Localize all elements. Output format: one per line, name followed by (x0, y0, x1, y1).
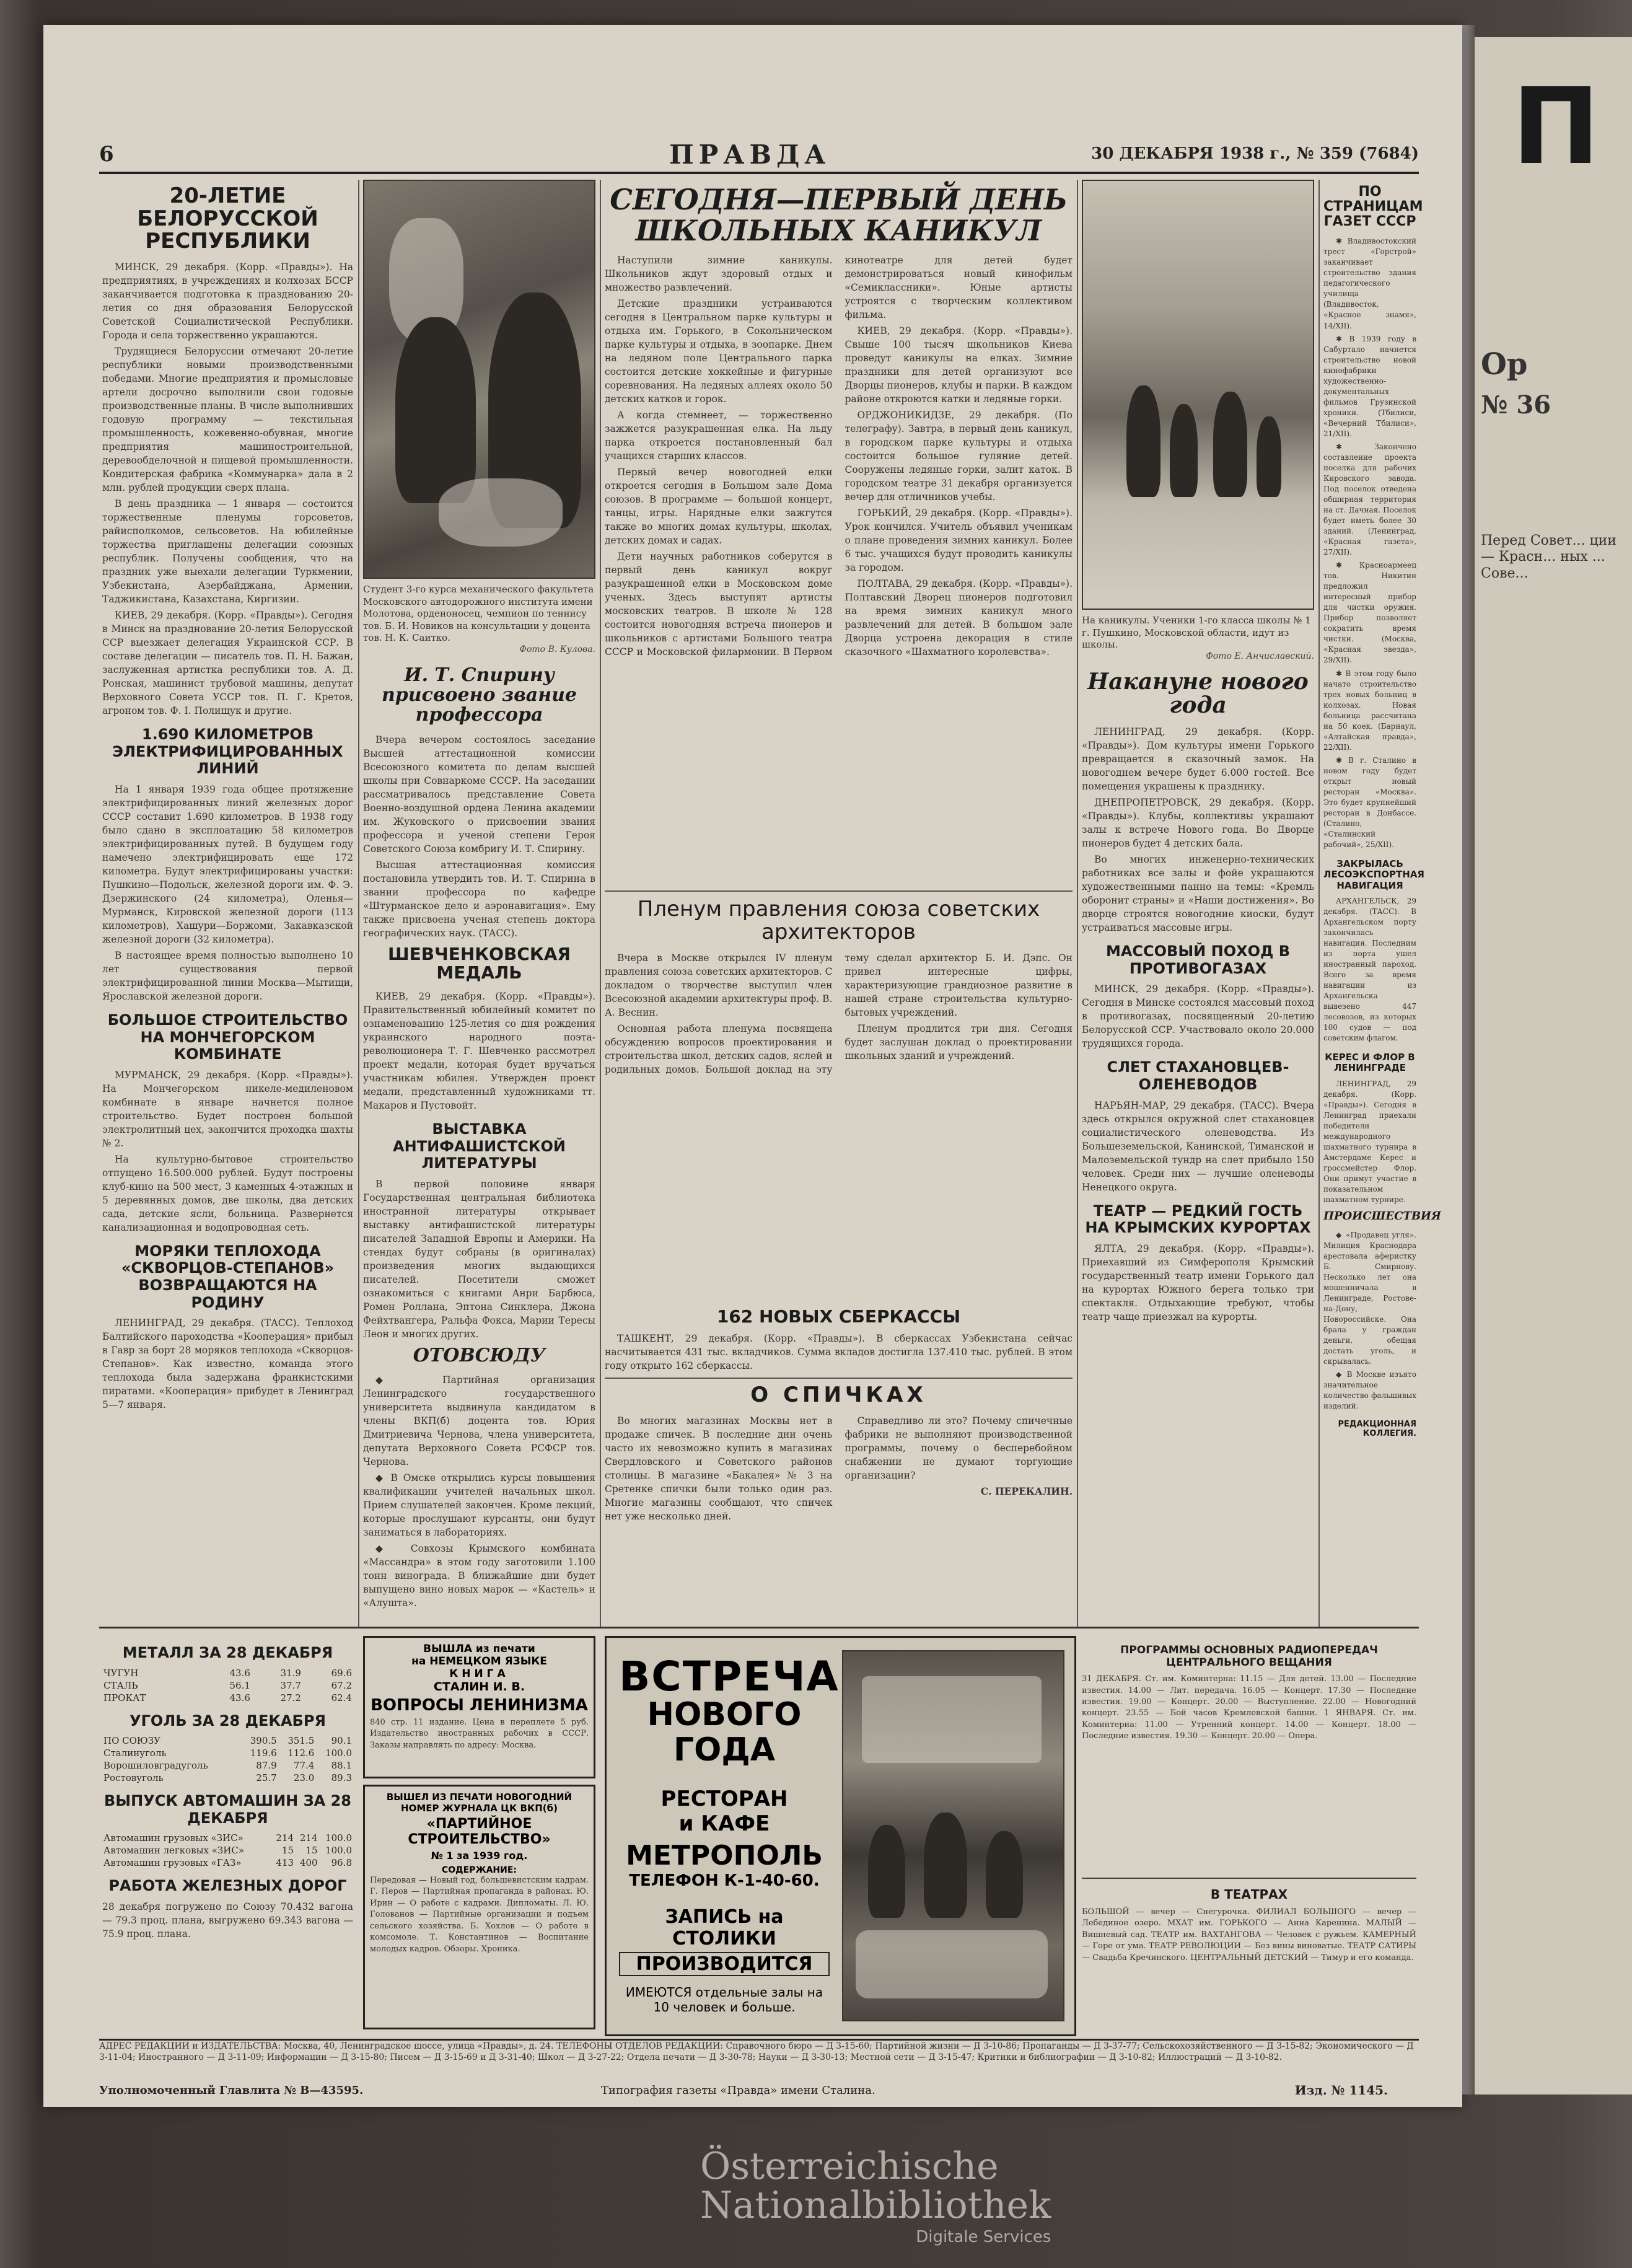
table-row: ЧУГУН 43.6 31.9 69.6 (103, 1667, 352, 1679)
photo-schoolchildren-credit: Фото Е. Анчиславский. (1206, 651, 1314, 661)
photo-schoolchildren-caption: На каникулы. Ученики 1-го класса школы № 1 г. Пушкино, Московской области, идут из школы. (1082, 615, 1311, 650)
ad-metropol-phone: ТЕЛЕФОН К-1-40-60. (629, 1871, 820, 1891)
photo-student-credit: Фото В. Кулова. (519, 644, 595, 654)
photo-schoolchildren (1082, 180, 1314, 610)
ad-journal: ВЫШЕЛ ИЗ ПЕЧАТИ НОВОГОДНИЙ НОМЕР ЖУРНАЛА ЦК ВКП(б) «ПАРТИЙНОЕ СТРОИТЕЛЬСТВО» № 1 за 1939 год. СОДЕРЖАНИЕ: Передовая — Новый год, большевистским кадрам. Г. Перов — Партийная пропаганда в районах. Ю. Ирин — О работе с кадрами. Дипломаты. Л. Ю. Голованов — Партийные организации и подъем сельского хозяйства. Б. Хохлов — О работе в комсомоле. Т. Константинов — Воспитание молодых кадров. Обзоры. Хроника. (363, 1785, 595, 2029)
headline-gas-mask-march: МАССОВЫЙ ПОХОД В ПРОТИВОГАЗАХ (1105, 943, 1291, 977)
headline-shevchenko: ШЕВЧЕНКОВСКАЯ МЕДАЛЬ (388, 943, 571, 983)
auto-table (102, 1832, 353, 1869)
article-savings: ТАШКЕНТ, 29 декабря. (Корр. «Правды»). В сберкассах Узбекистана сейчас насчитывается 431 тыс. вкладчиков. Сумма вкладов достигла 137.410 тыс. рублей. В этом году открыто 162 сберкассы. (605, 1332, 1073, 1371)
article-gas-mask-march: МИНСК, 29 декабря. (Корр. «Правды»). Сегодня в Минске состоялся массовый поход в противогазах, посвященный 20-летию Белорусской ССР. Участвовало около 20.000 трудящихся города. (1082, 983, 1314, 1050)
footer (99, 2039, 1419, 2098)
column-3 (605, 180, 1073, 1627)
adjacent-page-text: Перед Совет... ции — Красн... ных ... Сове... (1481, 533, 1617, 581)
metal-title: МЕТАЛЛ ЗА 28 ДЕКАБРЯ (122, 1644, 333, 1661)
radio-text: 31 ДЕКАБРЯ. Ст. им. Коминтерна: 11.15 — Для детей. 13.00 — Последние известия. 14.00 — Лит. передача. 16.05 — Концерт. 17.30 — Последние известия. 19.00 — Концерт. 20.00 — Выступление. 22.00 — Новогодний концерт. 23.55 — Бой часов Кремлевской башни. 1 ЯНВАРЯ. Ст. им. Коминтерна: 11.00 — Утренний концерт. 14.00 — Концерт. 18.00 — Последние известия. 19.30 — Концерт. 20.00 — Опера. (1082, 1674, 1416, 1741)
adjacent-page-fragment: Ор (1481, 347, 1528, 382)
theatres-title: В ТЕАТРАХ (1210, 1887, 1288, 1902)
ad-metropol-name: МЕТРОПОЛЬ (626, 1840, 823, 1872)
table-row: ПРОКАТ 43.6 27.2 62.4 (103, 1692, 352, 1703)
column-rule (1077, 180, 1078, 1627)
article-new-year-eve: ЛЕНИНГРАД, 29 декабря. (Корр. «Правды»). Дом культуры имени Горького превращается в сказочный замок. На новогоднем вечере будет 6.000 гостей. Все помещения украшены к празднику. ДНЕПРОПЕТРОВСК, 29 декабря. (Корр. «Правды»). Клубы, коллективы украшают залы к встрече Нового года. Во Дворце пионеров будет 4 детских бала. Во многих инженерно-технических работниках все залы и фойе украшаются художественными панно на темы: «Кремль оборонит страны» и «Наши достижения». Во дворце строятся новогодние киоски, будут устраиваться массовые игры. (1082, 726, 1314, 934)
article-exhibition: В первой половине января Государственная центральная библиотека иностранной литературы открывает выставку антифашистской литературы писателей Западной Европы и Америки. На стендах будут собраны (в оригиналах) произведения многих выдающихся писателей. Посетители сможет ознакомиться с книгами Анри Барбюса, Ромен Роллана, Эптона Синклера, Джона Фейхтвангера, Ральфа Фокса, Марии Тересы Леон и многих других. (363, 1178, 595, 1340)
rail-title: РАБОТА ЖЕЛЕЗНЫХ ДОРОГ (108, 1877, 347, 1895)
column-2 (363, 180, 595, 1627)
adjacent-page-issue: № 36 (1481, 390, 1551, 420)
headline-sailors: МОРЯКИ ТЕПЛОХОДА «СКВОРЦОВ-СТЕПАНОВ» ВОЗВРАЩАЮТСЯ НА РОДИНУ (121, 1242, 335, 1311)
headline-savings: 162 НОВЫХ СБЕРКАССЫ (716, 1306, 961, 1327)
table-row: Ворошиловградуголь 87.9 77.4 88.1 (103, 1760, 352, 1772)
library-watermark: Österreichische Nationalbibliothek Digitale Services (700, 2145, 1051, 2246)
headline-press-review: ПО СТРАНИЦАМ ГАЗЕТ СССР (1323, 184, 1423, 229)
coal-table (102, 1734, 353, 1784)
photo-student-caption: Студент 3-го курса механического факультета Московского автодорожного института имени Молотова, орденоносец, чемпион по теннису тов. Б. И. Новиков на консультации у доцента тов. Н. К. Саитко. (363, 584, 594, 643)
rail-text: 28 декабря погружено по Союзу 70.432 вагона — 79.3 проц. плана, выгружено 69.343 вагона — 75.9 проц. плана. (102, 1901, 353, 1940)
table-row: Сталинуголь 119.6 112.6 100.0 (103, 1747, 352, 1759)
headline-matches: О СПИЧКАХ (605, 1378, 1073, 1407)
masthead (99, 139, 1419, 174)
edition-number: Изд. № 1145. (1294, 2083, 1388, 2098)
censor-number: Уполномоченный Главлита № В—43595. (99, 2084, 364, 2097)
headline-navigation: ЗАКРЫЛАСЬ ЛЕСОЭКСПОРТНАЯ НАВИГАЦИЯ (1323, 858, 1424, 891)
column-rule (600, 180, 601, 1627)
headline-reindeer-herders: СЛЕТ СТАХАНОВЦЕВ-ОЛЕНЕВОДОВ (1107, 1058, 1289, 1094)
adjacent-page-masthead-letter: П (1512, 66, 1600, 188)
ad-journal-title: «ПАРТИЙНОЕ СТРОИТЕЛЬСТВО» (408, 1816, 551, 1847)
footer-address: АДРЕС РЕДАКЦИИ и ИЗДАТЕЛЬСТВА: Москва, 40, Ленинградское шоссе, улица «Правды», д. 24. ТЕЛЕФОНЫ ОТДЕЛОВ РЕДАКЦИИ: Справочного бюро — Д 3-15-60; Партийной жизни — Д 3-10-86; Пропаганды — Д 3-37-77; Сельскохозяйственного — Д 3-15-82; Экономического — Д 3-11-04; Иностранного — Д 3-11-09; Информации — Д 3-15-80; Писем — Д 3-15-69 и Д 3-31-40; Школ — Д 3-27-22; Отдела печати — Д 3-30-78; Науки — Д 3-30-13; Местной сети — Д 3-15-47; Критики и библиографии — Д 3-10-82; Иллюстраций — Д 3-10-82. (99, 2041, 1414, 2063)
table-row: Автомашин грузовых «ЗИС» 214 214 100.0 (103, 1832, 352, 1844)
article-vacation: Наступили зимние каникулы. Школьников ждут здоровый отдых и множество развлечений. Детские праздники устраиваются сегодня в Центральном парке культуры и отдыха им. Горького, в Сокольническом парке культуры и отдыха, в зоопарке. Днем на ледяном поле Центрального парка состоится детские хоккейные и фигурные соревнования. На ледяных аллеях около 50 детских катков и горок. А когда стемнеет, — торжественно зажжется разукрашенная елка. На льду парка откроется постановленный бал учащихся старших классов. Первый вечер новогодней елки откроется сегодня в Большом зале Дома союзов. В программе — большой концерт, танцы, игры. Нарядные елки зажгутся также во многих домах культуры, школах, детских домах и садах. Дети научных работников соберутся в первый день каникул вокруг разукрашенной елки в Московском доме ученых. Здесь выступят артисты московских театров. В школе № 128 состоится новогодняя встреча пионеров и школьников с артистами Большого театра СССР и Московской филармонии. В Первом кинотеатре для детей будет демонстрироваться новый кинофильм «Семиклассники». Юные артисты устроятся с творческим коллективом фильма. КИЕВ, 29 декабря. (Корр. «Правды»). Свыше 100 тысяч школьников Киева проведут каникулы на елках. Зимние праздники для детей организуют все Дворцы пионеров, клубы и парки. В каждом районе откроются катки и ледяные горки. ОРДЖОНИКИДЗЕ, 29 декабря. (По телеграфу). Завтра, в первый день каникул, в городском парке культуры и отдыха состоится большое гуляние детей. Сооружены ледяные горки, залит каток. В городском театре 31 декабря организуется вечер для отличников учебы. ГОРЬКИЙ, 29 декабря. (Корр. «Правды»). Урок кончился. Учитель объявил ученикам о плане проведения зимних каникул. Более 6 тыс. учащихся будут проводить каникулы за городом. ПОЛТАВА, 29 декабря. (Корр. «Правды»). Полтавский Дворец пионеров подготовил на время зимних каникул много развлечений для детей. В большом зале Дворца устроена декорация в стиле сказочного «Шахматного королевства». (605, 255, 1073, 658)
article-matches: Во многих магазинах Москвы нет в продаже спичек. В последние дни очень часто их невозможно купить в магазинах Свердловского и Советского районов столицы. В магазине «Бакалея» № 3 на Сретенке спички были только один раз. Многие магазины сообщают, что спичек нет уже несколько дней. Справедливо ли это? Почему спичечные фабрики не выполняют производственной программы, почему о бесперебойном снабжении не думают торгующие организации? С. ПЕРЕКАЛИН. (605, 1415, 1073, 1522)
article-electrification: На 1 января 1939 года общее протяжение электрифицированных линий железных дорог СССР составит 1.690 километров. В 1938 году было сдано в эксплоатацию 58 километров электрифицированных путей. В будущем году намечено электрифицировать еще 172 километра. Будут электрифицированы участки: Пушкино—Подольск, железной дороги им. Ф. Э. Дзержинского (24 километра), Оленья—Мурманск, Кировской железной дороги (113 километров), Хашури—Боржоми, Закавказской железной дороги (32 километра). В настоящее время полностью выполнено 10 лет существования первой электрифицированной линии Москва—Мытищи, Ярославской железной дороги. (102, 783, 353, 1002)
stats-block (102, 1636, 353, 2033)
theatre-listings (1082, 1878, 1416, 2034)
article-belarus: МИНСК, 29 декабря. (Корр. «Правды»). На предприятиях, в учреждениях и колхозах БССР заканчивается подготовка к празднованию 20-летия со дня образования Белорусской Советской Социалистической Республики. Города и села торжественно украшаются. Трудящиеся Белоруссии отмечают 20-летие республики новыми производственными победами. Многие предприятия и промысловые артели досрочно выполнили свои годовые производственные планы. В числе выполнивших годовую программу — текстильная промышленность, кожевенно-обувная, многие предприятия машиностроительной, деревообделочной и пищевой промышленности. Кондитерская фабрика «Коммунарка» дала в 2 млн. рублей продукции сверх плана. В день праздника — 1 января — состоится торжественные пленумы горсоветов, райисполкомов, сельсоветов. На юбилейные торжества приглашены делегации союзных республик. Получены сообщения, что на праздник уже выехали делегации Туркмении, Узбекистана, Азербайджана, Армении, Таджикистана, Казахстана, Киргизии. КИЕВ, 29 декабря. (Корр. «Правды»). Сегодня в Минск на празднование 20-летия Белорусской ССР выезжает делегация Украинской ССР. В составе делегации — писатель тов. П. Н. Бажан, заслуженная артистка республики тов. А. Д. Ронская, машинист трубовой машины, депутат Верховного Совета УССР тов. П. Г. Кретов, агроном тов. Ф. І. Полищук и другие. (102, 262, 353, 717)
article-incidents: ◆ «Продавец угля». Милиция Краснодара арестовала аферистку Б. Смирнову. Несколько лет она мошенничала в Ленинграде, Ростове-на-Дону, Новороссийске. Она брала у граждан деньги, обещая достать уголь, и скрывалась. ◆ В Москве изъято значительное количество фальшивых изделий. (1323, 1230, 1416, 1411)
article-reindeer-herders: НАРЬЯН-МАР, 29 декабря. (ТАСС). Вчера здесь открылся окружной слет стахановцев социалистического оленеводства. Из Большеземельской, Канинской, Тиманской и Малоземельской тундр на слет прибыло 150 человек. Среди них — лучшие оленеводы Ненецкого округа. (1082, 1099, 1314, 1193)
radio-programs (1082, 1636, 1416, 1871)
radio-title: ПРОГРАММЫ ОСНОВНЫХ РАДИОПЕРЕДАЧ ЦЕНТРАЛЬНОГО ВЕЩАНИЯ (1120, 1644, 1378, 1669)
article-keres-flohr: ЛЕНИНГРАД, 29 декабря. (Корр. «Правды»). Сегодня в Ленинград приехали победители международного шахматного турнира в Амстердаме Керес и гроссмейстер Флор. Они примут участие в показательном шахматном турнире. (1323, 1079, 1416, 1205)
headline-new-year-eve: Накануне нового года (1087, 668, 1309, 719)
article-architects: Вчера в Москве открылся IV пленум правления союза советских архитекторов. С докладом о творчестве выступил член Всесоюзной академии архитектуры проф. В. А. Веснин. Основная работа пленума посвящена обсуждению вопросов проектирования и строительства школ, детских садов, яслей и родильных домов. Большой доклад на эту тему сделал архитектор Б. И. Дэпс. Он привел интересные цифры, характеризующие грандиозное развитие в нашей стране строительства культурно-бытовых учреждений. Пленум продлится три дня. Сегодня будет заслушан доклад о проектировании школьных зданий и учреждений. (605, 952, 1073, 1075)
page-edge (1462, 25, 1475, 2094)
article-navigation: АРХАНГЕЛЬСК, 29 декабря. (ТАСС). В Архангельском порту закончилась навигация. Последним из порта ушел иностранный пароход. Всего за время навигации из Архангельска вывезено 447 лесовозов, из которых 100 судов — под советским флагом. (1323, 896, 1416, 1043)
headline-otovsyudu: ОТОВСЮДУ (413, 1344, 546, 1366)
theatres-text: БОЛЬШОЙ — вечер — Снегурочка. ФИЛИАЛ БОЛЬШОГО — вечер — Лебединое озеро. МХАТ им. ГОРЬКОГО — Анна Каренина. МАЛЫЙ — Вишневый сад. ТЕАТР им. ВАХТАНГОВА — Человек с ружьем. КАМЕРНЫЙ — Горе от ума. ТЕАТР РЕВОЛЮЦИИ — Без вины виноватые. ТЕАТР САТИРЫ — Свадьба Кречинского. ЦЕНТРАЛЬНЫЙ ДЕТСКИЙ — Тимур и его команда. (1082, 1907, 1416, 1963)
editorial-board: РЕДАКЦИОННАЯ КОЛЛЕГИЯ. (1338, 1420, 1416, 1438)
headline-theatre-crimea: ТЕАТР — РЕДКИЙ ГОСТЬ НА КРЫМСКИХ КУРОРТАХ (1085, 1202, 1311, 1237)
headline-electrification: 1.690 КИЛОМЕТРОВ ЭЛЕКТРИФИЦИРОВАННЫХ ЛИНИЙ (112, 726, 343, 778)
article-sailors: ЛЕНИНГРАД, 29 декабря. (ТАСС). Теплоход Балтийского пароходства «Кооперация» прибыл в Гавр за борт 28 моряков теплохода «Скворцов-Степанов». Как известно, команда этого теплохода была задержана франкистскими пиратами. «Кооперация» прибудет в Ленинград 5—7 января. (102, 1317, 353, 1411)
article-shevchenko: КИЕВ, 29 декабря. (Корр. «Правды»). Правительственный юбилейный комитет по ознаменованию 125-летия со дня рождения украинского народного поэта-революционера Т. Г. Шевченко рассмотрел проект медали, которая будет вручаться участникам юбилея. Утвержден проект медали, представленный художниками тт. Макаров и Пустовойт. (363, 991, 595, 1112)
column-1 (102, 180, 353, 1627)
article-press-review: ✱ Владивостокский трест «Горстрой» заканчивает строительство здания педагогического училища (Владивосток, «Красное знамя», 14/XII). ✱ В 1939 году в Сабуртало начнется строительство новой кинофабрики художественно-документальных фильмов Грузинской хроники. (Тбилиси, «Вечерний Тбилиси», 21/XII). ✱ Закончено составление проекта поселка для рабочих Кировского завода. Под поселок отведена обширная территория на ст. Дачная. Поселок будет иметь более 30 зданий. (Ленинград, «Красная газета», 27/XII). ✱ Красноармеец тов. Никитин предложил интересный прибор для чистки оружия. Прибор позволяет сократить время чистки. (Москва, «Красная звезда», 29/XII). ✱ В этом году было начато строительство трех новых больниц в колхозах. Новая больница рассчитана на 50 коек. (Барнаул, «Алтайская правда», 22/XII). ✱ В г. Сталино в новом году будет открыт новый ресторан «Москва». Это будет крупнейший ресторан в Донбассе. (Сталино, «Сталинский рабочий», 25/XII). (1323, 237, 1416, 849)
table-row: Ростовуголь 25.7 23.0 89.3 (103, 1772, 352, 1784)
headline-vacation: СЕГОДНЯ—ПЕРВЫЙ ДЕНЬ ШКОЛЬНЫХ КАНИКУЛ (610, 183, 1068, 247)
article-spirin: Вчера вечером состоялось заседание Высшей аттестационной комиссии Всесоюзного комитета по делам высшей школы при Совнаркоме СССР. На заседании рассматривалось представление Совета Военно-воздушной ордена Ленина академии им. Жуковского о присвоении звания профессора и ученой степени Героя Советского Союза комбригу И. Т. Спирину. Высшая аттестационная комиссия постановила утвердить тов. И. Т. Спирина в звании профессора по кафедре «Штурманское дело и аэронавигация». Ему также присвоена ученая степень доктора географических наук. (ТАСС). (363, 734, 595, 939)
headline-exhibition: ВЫСТАВКА АНТИФАШИСТСКОЙ ЛИТЕРАТУРЫ (393, 1120, 566, 1172)
article-monchegorsk: МУРМАНСК, 29 декабря. (Корр. «Правды»). На Мончегорском никеле-медиленовом комбинате в январе начнется полное строительство. Будет построен большой электролитный цех, закончится проходка шахты № 2. На культурно-бытовое строительство отпущено 16.500.000 рублей. Будут построены клуб-кино на 500 мест, 3 каменных 4-этажных и 5 деревянных домов, две школы, два детских сада, детские ясли, больница. Развернется канализационная и водопроводная сеть. (102, 1069, 353, 1233)
column-rule (358, 180, 359, 1627)
adjacent-page (1475, 37, 1632, 2094)
ad-metropol: ВСТРЕЧА НОВОГО ГОДА РЕСТОРАН и КАФЕ МЕТРОПОЛЬ ТЕЛЕФОН К-1-40-60. ЗАПИСЬ на СТОЛИКИ ПРОИЗВОДИТСЯ ИМЕЮТСЯ отдельные залы на 10 человек и больше. (605, 1636, 1076, 2036)
headline-keres-flohr: КЕРЕС И ФЛОР В ЛЕНИНГРАДЕ (1325, 1052, 1415, 1074)
headline-architects: Пленум правления союза советских архитекторов (605, 890, 1073, 943)
table-row: СТАЛЬ 56.1 37.7 67.2 (103, 1679, 352, 1691)
issue-date: 30 ДЕКАБРЯ 1938 г., № 359 (7684) (1091, 144, 1419, 163)
ad-section-rule (99, 1627, 1419, 1628)
signature: С. ПЕРЕКАЛИН. (980, 1485, 1073, 1497)
ad-metropol-illustration (842, 1650, 1064, 2021)
column-4 (1082, 180, 1314, 1627)
printer: Типография газеты «Правда» имени Сталина. (601, 2084, 875, 2097)
ad-book: ВЫШЛА из печати на НЕМЕЦКОМ ЯЗЫКЕ КНИГА СТАЛИН И. В. ВОПРОСЫ ЛЕНИНИЗМА 840 стр. 11 издание. Цена в переплете 5 руб. Издательство иностранных рабочих в СССР. Заказы направлять по адресу: Москва. (363, 1636, 595, 1778)
photo-student (363, 180, 595, 579)
page-number: 6 (99, 142, 114, 167)
table-row: ПО СОЮЗУ 390.5 351.5 90.1 (103, 1735, 352, 1747)
metal-table (102, 1667, 353, 1704)
headline-belarus: 20-ЛЕТИЕ БЕЛОРУССКОЙ РЕСПУБЛИКИ (137, 183, 318, 254)
headline-monchegorsk: БОЛЬШОЕ СТРОИТЕЛЬСТВО НА МОНЧЕГОРСКОМ КОМБИНАТЕ (107, 1011, 348, 1063)
headline-incidents: ПРОИСШЕСТВИЯ (1323, 1210, 1441, 1223)
article-otovsyudu: ◆ Партийная организация Ленинградского государственного университета выдвинула кандидатом в члены ВКП(б) доцента тов. Юрия Дмитриевича Чернова, члена университета, депутата Верховного Совета РСФСР тов. Чернова. ◆ В Омске открылись курсы повышения квалификации учителей начальных школ. Прием слушателей закончен. Кроме лекций, которые прослушают курсанты, они будут заниматься в лабораториях. ◆ Совхозы Крымского комбината «Массандра» в этом году заготовили 1.100 тонн винограда. В ближайшие дни будет выпущено вино новых марок — «Кастель» и «Алушта». (363, 1374, 595, 1609)
auto-title: ВЫПУСК АВТОМАШИН ЗА 28 ДЕКАБРЯ (104, 1792, 351, 1827)
article-theatre-crimea: ЯЛТА, 29 декабря. (Корр. «Правды»). Приехавший из Симферополя Крымский государственный театр имени Горького дал на курортах Южного берега только три спектакля. Отдыхающие требуют, чтобы театр чаще приезжал на курорты. (1082, 1242, 1314, 1322)
headline-spirin: И. Т. Спирину присвоено звание профессора (381, 664, 577, 726)
ad-book-title: ВОПРОСЫ ЛЕНИНИЗМА (371, 1696, 588, 1715)
table-row: Автомашин легковых «ЗИС» 15 15 100.0 (103, 1845, 352, 1857)
column-rule (1318, 180, 1320, 1627)
paper-name: ПРАВДА (669, 139, 831, 170)
coal-title: УГОЛЬ ЗА 28 ДЕКАБРЯ (129, 1712, 326, 1730)
column-5 (1323, 180, 1441, 1627)
table-row: Автомашин грузовых «ГАЗ» 413 400 96.8 (103, 1857, 352, 1869)
